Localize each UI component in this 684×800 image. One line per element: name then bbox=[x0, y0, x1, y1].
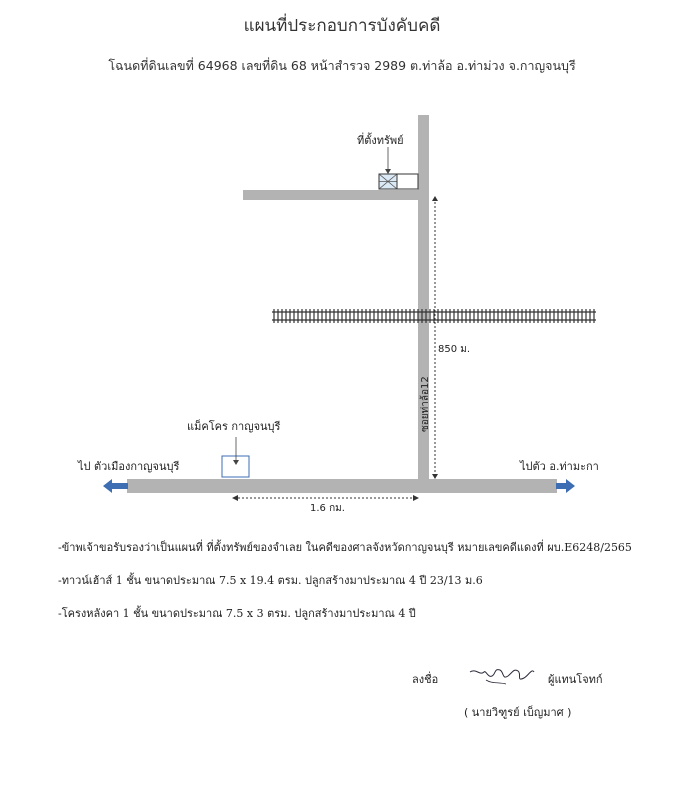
horizontal-distance-arrow-right bbox=[413, 495, 419, 501]
property-label: ที่ตั้งทรัพย์ bbox=[357, 134, 404, 147]
landmark-marker bbox=[222, 456, 249, 477]
vertical-distance-arrow-top bbox=[432, 196, 438, 201]
railway-track bbox=[272, 309, 596, 323]
deed-description: โฉนดที่ดินเลขที่ 64968 เลขที่ดิน 68 หน้าสำรวจ 2989 ต.ท่าล้อ อ.ท่าม่วง จ.กาญจนบุรี bbox=[108, 58, 576, 73]
upper-branch-road bbox=[243, 190, 423, 200]
property-pointer-head bbox=[385, 169, 391, 174]
vertical-distance-label: 850 ม. bbox=[438, 344, 471, 355]
page-title: แผนที่ประกอบการบังคับคดี bbox=[243, 16, 441, 36]
horizontal-distance-arrow-left bbox=[232, 495, 238, 501]
property-marker bbox=[379, 174, 418, 189]
note-roof-structure: -โครงหลังคา 1 ชั้น ขนาดประมาณ 7.5 x 3 ตรม. ปลูกสร้างมาประมาณ 4 ปี bbox=[58, 607, 416, 620]
right-direction-arrow bbox=[556, 479, 575, 493]
road-name-label: ซอยท่าล้อ12 bbox=[420, 376, 431, 432]
signature-label: ลงชื่อ bbox=[412, 673, 439, 686]
horizontal-distance-label: 1.6 กม. bbox=[310, 503, 345, 514]
signer-role: ผู้แทนโจทก์ bbox=[548, 673, 603, 686]
left-direction-label: ไป ตัวเมืองกาญจนบุรี bbox=[78, 460, 180, 473]
main-road bbox=[127, 479, 557, 493]
note-townhouse: -ทาวน์เฮ้าส์ 1 ชั้น ขนาดประมาณ 7.5 x 19.4 ตรม. ปลูกสร้างมาประมาณ 4 ปี 23/13 ม.6 bbox=[58, 574, 483, 587]
signer-name: ( นายวิฑูรย์ เบ็ญมาศ ) bbox=[464, 706, 572, 719]
landmark-label: แม็คโคร กาญจนบุรี bbox=[187, 420, 281, 433]
vertical-distance-arrow-bottom bbox=[432, 474, 438, 479]
handwritten-signature bbox=[466, 662, 538, 690]
right-direction-label: ไปตัว อ.ท่ามะกา bbox=[520, 460, 599, 473]
note-certification: -ข้าพเจ้าขอรับรองว่าเป็นแผนที่ ที่ตั้งทรัพย์ของจำเลย ในคดีของศาลจังหวัดกาญจนบุรี หมายเลขคดีแดงที่ ผบ.E6248/2565 bbox=[58, 541, 632, 554]
notes-list bbox=[58, 538, 632, 637]
left-direction-arrow bbox=[103, 479, 128, 493]
